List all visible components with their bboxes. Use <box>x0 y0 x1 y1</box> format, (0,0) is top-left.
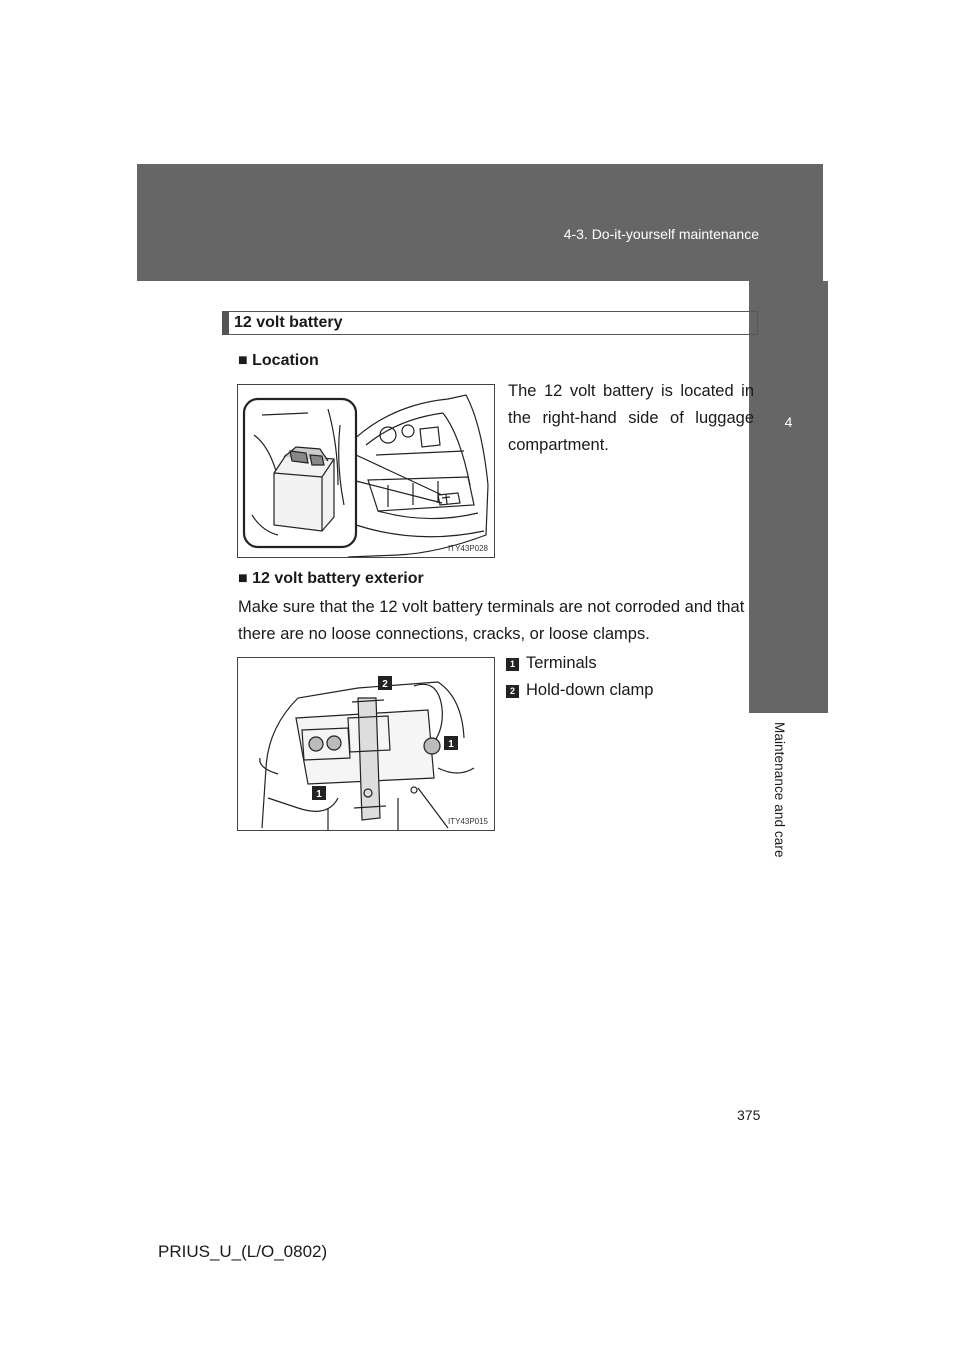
svg-text:2: 2 <box>382 679 388 690</box>
legend-item-terminals <box>506 654 597 673</box>
location-heading-text: Location <box>252 352 319 369</box>
legend-number-badge: 2 <box>506 685 519 698</box>
legend-label: Terminals <box>526 654 597 672</box>
svg-text:1: 1 <box>316 789 322 800</box>
location-description <box>508 378 754 459</box>
figure-code: ITY43P015 <box>447 817 488 826</box>
location-heading <box>238 352 319 370</box>
exterior-heading-text: 12 volt battery exterior <box>252 570 424 587</box>
exterior-line-1: Make sure that the 12 volt battery terminals are not corroded and that <box>238 598 745 616</box>
luggage-compartment-illustration <box>238 385 495 558</box>
legend-number-badge: 1 <box>506 658 519 671</box>
legend-label: Hold-down clamp <box>526 681 654 699</box>
section-reference: 4-3. Do-it-yourself maintenance <box>563 226 759 242</box>
legend-item-hold-down-clamp <box>506 681 653 700</box>
page-number: 375 <box>737 1107 761 1123</box>
location-line-1: The 12 volt battery is located in <box>508 382 754 400</box>
luggage-compartment-figure <box>237 384 495 558</box>
section-header <box>137 164 823 281</box>
chapter-number: 4 <box>784 414 793 430</box>
chapter-tab <box>749 281 828 713</box>
topic-title-box <box>222 311 758 335</box>
svg-text:1: 1 <box>448 739 454 750</box>
chapter-label: Maintenance and care <box>772 722 787 858</box>
location-line-2: the right-hand side of luggage <box>508 409 754 427</box>
topic-title-marker <box>223 312 229 334</box>
exterior-heading <box>238 570 424 588</box>
figure-code: ITY43P028 <box>447 544 488 553</box>
document-footer: PRIUS_U_(L/O_0802) <box>158 1242 328 1261</box>
battery-exterior-illustration <box>238 658 495 831</box>
location-line-3: compartment. <box>508 436 609 454</box>
bullet-icon: ■ <box>238 352 248 369</box>
exterior-line-2: there are no loose connections, cracks, or loose clamps. <box>238 625 650 643</box>
topic-title: 12 volt battery <box>234 314 343 331</box>
exterior-description <box>238 594 758 648</box>
bullet-icon: ■ <box>238 570 248 587</box>
battery-exterior-figure <box>237 657 495 831</box>
